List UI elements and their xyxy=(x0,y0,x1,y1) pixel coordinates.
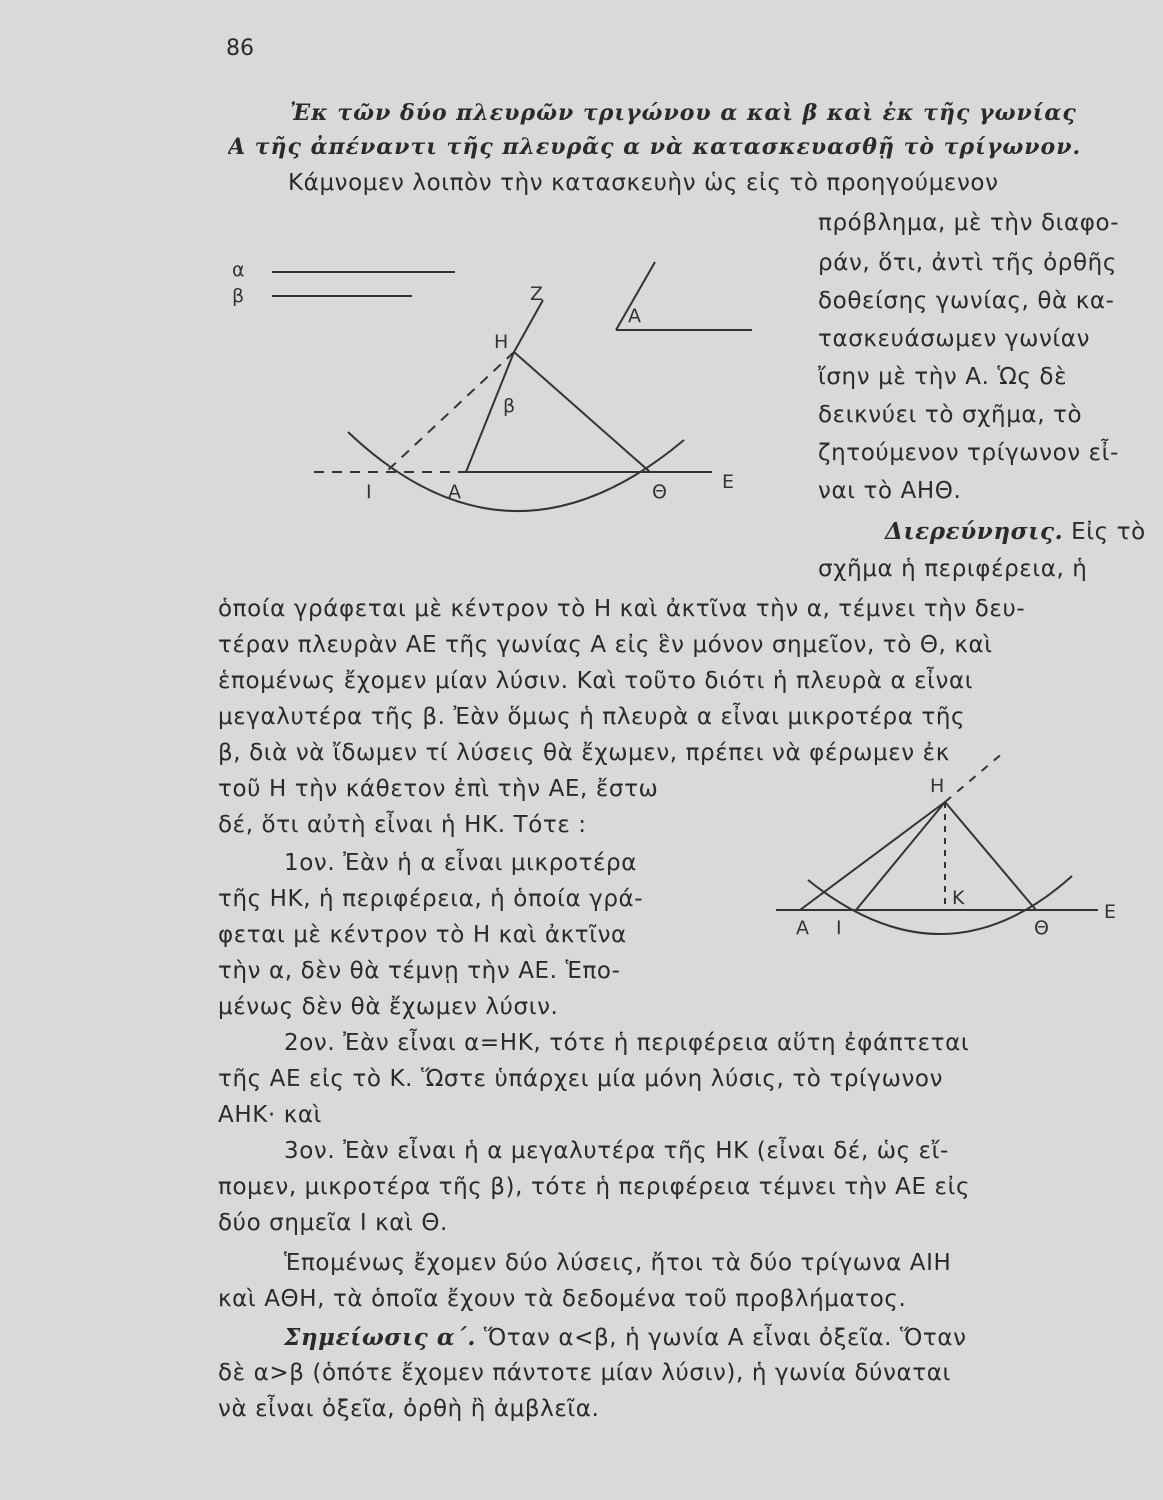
case1-line2: τῆς ΗΚ, ἡ περιφέρεια, ἡ ὁποία γρά- xyxy=(218,886,644,912)
label-b: β xyxy=(232,285,245,307)
case2-line2: τῆς ΑΕ εἰς τὸ Κ. Ὥστε ὑπάρχει μία μόνη λύσις, τὸ τρίγωνον xyxy=(218,1066,944,1092)
discussion-body-line3: ἑπομένως ἔχομεν μίαν λύσιν. Καὶ τοῦτο διότι ἡ πλευρὰ α εἶναι xyxy=(218,668,974,694)
intro-right-line5: ἴσην μὲ τὴν Α. Ὡς δὲ xyxy=(818,364,1068,390)
intro-right-line4: τασκευάσωμεν γωνίαν xyxy=(818,326,1091,352)
case3-line1: 3ον. Ἐὰν εἶναι ἡ α μεγαλυτέρα τῆς ΗΚ (εἶναι δέ, ὡς εἴ- xyxy=(284,1138,949,1164)
label-a-2: Α xyxy=(796,917,809,939)
label-theta: Θ xyxy=(652,481,667,503)
intro-right-line6: δεικνύει τὸ σχῆμα, τὸ xyxy=(818,402,1083,428)
label-i-2: Ι xyxy=(836,917,842,939)
problem-heading-line2: Α τῆς ἀπέναντι τῆς πλευρᾶς α νὰ κατασκευασθῇ τὸ τρίγωνον. xyxy=(228,134,1082,160)
intro-line1: Κάμνομεν λοιπὸν τὴν κατασκευὴν ὡς εἰς τὸ προηγούμενον xyxy=(288,170,999,196)
discussion-body-line5: β, διὰ νὰ ἴδωμεν τί λύσεις θὰ ἔχωμεν, πρέπει νὰ φέρωμεν ἐκ xyxy=(218,740,950,766)
discussion-body-line1: ὁποία γράφεται μὲ κέντρον τὸ Η καὶ ἀκτῖνα τὴν α, τέμνει τὴν δευ- xyxy=(218,596,1026,622)
discussion-body-line2: τέραν πλευρὰν ΑΕ τῆς γωνίας Α εἰς ἓν μόνον σημεῖον, τὸ Θ, καὶ xyxy=(218,632,993,658)
discussion-body-line6: τοῦ Η τὴν κάθετον ἐπὶ τὴν ΑΕ, ἔστω xyxy=(218,776,659,802)
discussion-body-line7: δέ, ὅτι αὐτὴ εἶναι ἡ ΗΚ. Τότε : xyxy=(218,812,587,838)
note-line3: νὰ εἶναι ὀξεῖα, ὀρθὴ ἢ ἀμβλεῖα. xyxy=(218,1396,600,1422)
label-e: Ε xyxy=(722,471,735,493)
label-e-2: Ε xyxy=(1104,901,1117,923)
case1-line5: μένως δὲν θὰ ἔχωμεν λύσιν. xyxy=(218,994,559,1020)
case3-line2: πομεν, μικροτέρα τῆς β), τότε ἡ περιφέρεια τέμνει τὴν ΑΕ εἰς xyxy=(218,1174,971,1200)
line-ah xyxy=(800,802,945,910)
case1-line3: φεται μὲ κέντρον τὸ Η καὶ ἀκτῖνα xyxy=(218,922,627,948)
line-hi xyxy=(856,802,945,910)
label-h-2: Η xyxy=(930,775,945,797)
discussion-body-line4: μεγαλυτέρα τῆς β. Ἐὰν ὅμως ἡ πλευρὰ α εἶναι μικροτέρα τῆς xyxy=(218,704,966,730)
conclusion-line2: καὶ ΑΘΗ, τὰ ὁποῖα ἔχουν τὰ δεδομένα τοῦ προβλήματος. xyxy=(218,1286,907,1312)
label-given-angle: Α xyxy=(628,305,641,327)
label-a-vertex: Α xyxy=(448,481,461,503)
intro-right-line1: πρόβλημα, μὲ τὴν διαφο- xyxy=(818,210,1120,236)
label-side-b: β xyxy=(503,395,516,417)
label-z: Z xyxy=(530,283,544,305)
intro-right-line8: ναι τὸ ΑΗΘ. xyxy=(818,478,962,504)
case2-line1: 2ον. Ἐὰν εἶναι α=ΗΚ, τότε ἡ περιφέρεια αὕτη ἐφάπτεται xyxy=(284,1030,970,1056)
problem-heading-line1: Ἐκ τῶν δύο πλευρῶν τριγώνου α καὶ β καὶ ἐκ τῆς γωνίας xyxy=(290,100,1077,126)
intro-right-line2: ράν, ὅτι, ἀντὶ τῆς ὀρθῆς xyxy=(818,250,1117,276)
conclusion-line1: Ἑπομένως ἔχομεν δύο λύσεις, ἤτοι τὰ δύο τρίγωνα ΑΙΗ xyxy=(284,1250,952,1276)
note-title: Σημείωσις α΄. xyxy=(284,1324,476,1351)
label-k: Κ xyxy=(952,887,965,909)
label-theta-2: Θ xyxy=(1034,917,1049,939)
discussion-title: Διερεύνησις. xyxy=(885,518,1064,545)
ray-az xyxy=(514,300,543,352)
label-a: α xyxy=(232,259,245,281)
label-h: Η xyxy=(494,331,509,353)
label-i: Ι xyxy=(366,481,372,503)
page-number: 86 xyxy=(226,36,254,61)
case1-line1: 1ον. Ἐὰν ἡ α εἶναι μικροτέρα xyxy=(284,850,638,876)
discussion-tail: Εἰς τὸ xyxy=(1071,519,1146,545)
case2-line3: ΑΗΚ· καὶ xyxy=(218,1102,323,1128)
case1-line4: τὴν α, δὲν θὰ τέμνῃ τὴν ΑΕ. Ἑπο- xyxy=(218,958,621,984)
arc-circle-2 xyxy=(808,876,1072,934)
case3-line3: δύο σημεῖα Ι καὶ Θ. xyxy=(218,1210,448,1236)
intro-right-line7: ζητούμενον τρίγωνον εἶ- xyxy=(818,440,1119,466)
side-a xyxy=(514,352,650,472)
discussion-line2: σχῆμα ἡ περιφέρεια, ἡ xyxy=(818,556,1088,582)
note-text: Ὅταν α<β, ἡ γωνία Α εἶναι ὀξεῖα. Ὅταν xyxy=(483,1325,967,1351)
dashed-hi xyxy=(386,352,514,472)
intro-right-line3: δοθείσης γωνίας, θὰ κα- xyxy=(818,288,1115,314)
note-line2: δὲ α>β (ὁπότε ἔχομεν πάντοτε μίαν λύσιν), ἡ γωνία δύναται xyxy=(218,1360,951,1386)
ray-extension xyxy=(945,752,1004,802)
